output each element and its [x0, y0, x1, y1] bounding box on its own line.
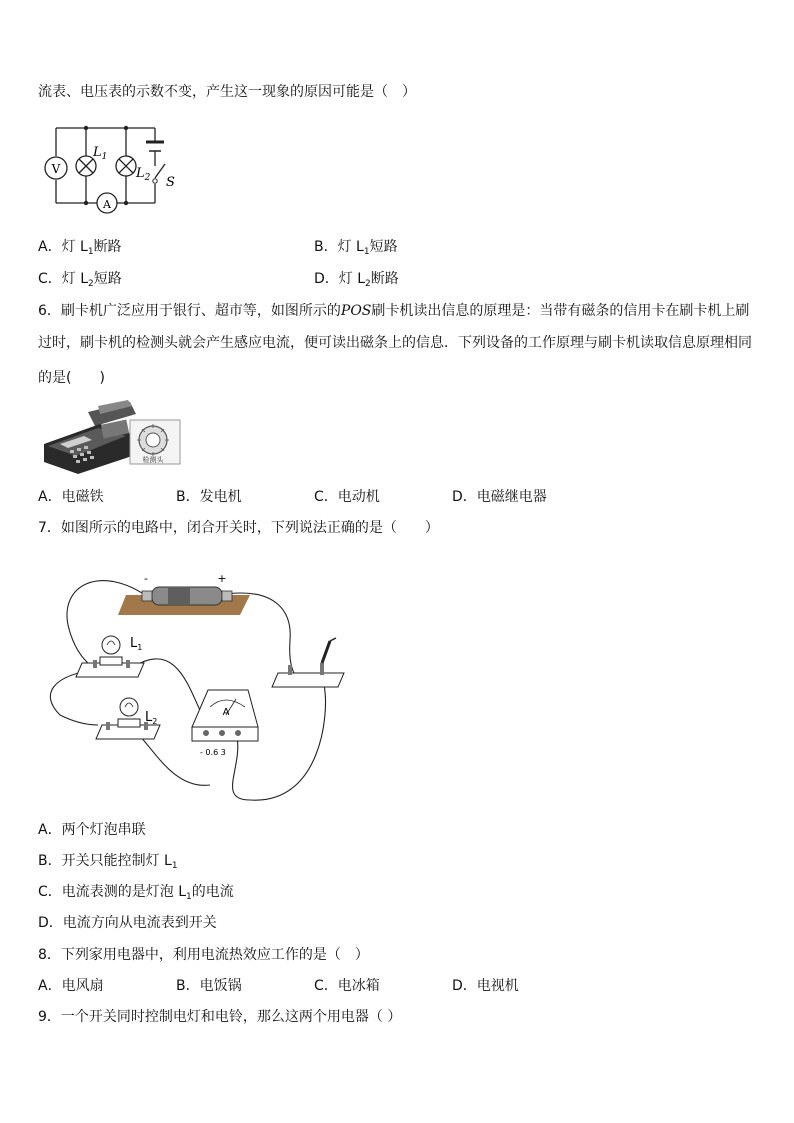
q5-option-b[interactable]: B．灯 $L_1$短路	[314, 239, 398, 257]
q8-option-c[interactable]: C．电冰箱	[314, 978, 380, 994]
voltmeter-label: V	[51, 162, 61, 176]
q8-option-d[interactable]: D．电视机	[452, 978, 519, 994]
l1-label: $L_1$	[93, 145, 108, 162]
q8-option-b[interactable]: B．电饭锅	[176, 978, 242, 994]
q8-option-a[interactable]: A．电风扇	[38, 978, 104, 994]
q6-stem-line-1: 6．刷卡机广泛应用于银行、超市等，如图所示的POS刷卡机读出信息的原理是：当带有磁条的信用卡在刷卡机上刷	[38, 303, 750, 319]
detection-head-label: 检测头	[142, 456, 164, 464]
q5-circuit-diagram	[40, 118, 190, 218]
q7-option-d[interactable]: D．电流方向从电流表到开关	[38, 915, 217, 931]
q6-option-a[interactable]: A．电磁铁	[38, 489, 104, 505]
lamp-l1-label: $L_1$	[130, 636, 143, 652]
l2-label: $L_2$	[136, 166, 151, 183]
q6-option-d[interactable]: D．电磁继电器	[452, 489, 547, 505]
battery-plus-label: +	[217, 572, 227, 585]
ammeter-face-label: A	[222, 707, 230, 718]
ammeter-label: A	[103, 198, 111, 211]
q5-option-a[interactable]: A．灯 $L_1$断路	[38, 239, 122, 257]
q9-stem: 9．一个开关同时控制电灯和电铃，那么这两个用电器（ ）	[38, 1009, 402, 1025]
q6-stem-line-3: 的是( )	[38, 370, 105, 386]
q7-option-a[interactable]: A．两个灯泡串联	[38, 822, 146, 838]
battery-minus-label: -	[144, 572, 148, 585]
q5-option-d[interactable]: D．灯 $L_2$断路	[314, 271, 399, 289]
q7-stem: 7．如图所示的电路中，闭合开关时，下列说法正确的是（ ）	[38, 520, 439, 536]
q6-stem-line-2: 过时，刷卡机的检测头就会产生感应电流，便可读出磁条上的信息．下列设备的工作原理与刷卡机读取信息原理相同	[38, 335, 752, 351]
lamp-l2-label: $L_2$	[145, 710, 158, 726]
q6-option-c[interactable]: C．电动机	[314, 489, 380, 505]
ammeter-terminals-label: - 0.6 3	[200, 748, 226, 757]
q7-option-b[interactable]: B．开关只能控制灯 $L_1$	[38, 853, 178, 871]
switch-label: S	[166, 175, 175, 190]
q5-option-c[interactable]: C．灯 $L_2$短路	[38, 271, 122, 289]
q7-option-c[interactable]: C．电流表测的是灯泡 $L_1$的电流	[38, 884, 234, 902]
q8-stem: 8．下列家用电器中，利用电流热效应工作的是（ ）	[38, 947, 369, 963]
q7-circuit-illustration	[40, 565, 360, 805]
q5-stem-tail: 流表、电压表的示数不变，产生这一现象的原因可能是（ ）	[38, 84, 416, 100]
q6-pos-terminal-figure	[40, 400, 185, 478]
q6-option-b[interactable]: B．发电机	[176, 489, 242, 505]
